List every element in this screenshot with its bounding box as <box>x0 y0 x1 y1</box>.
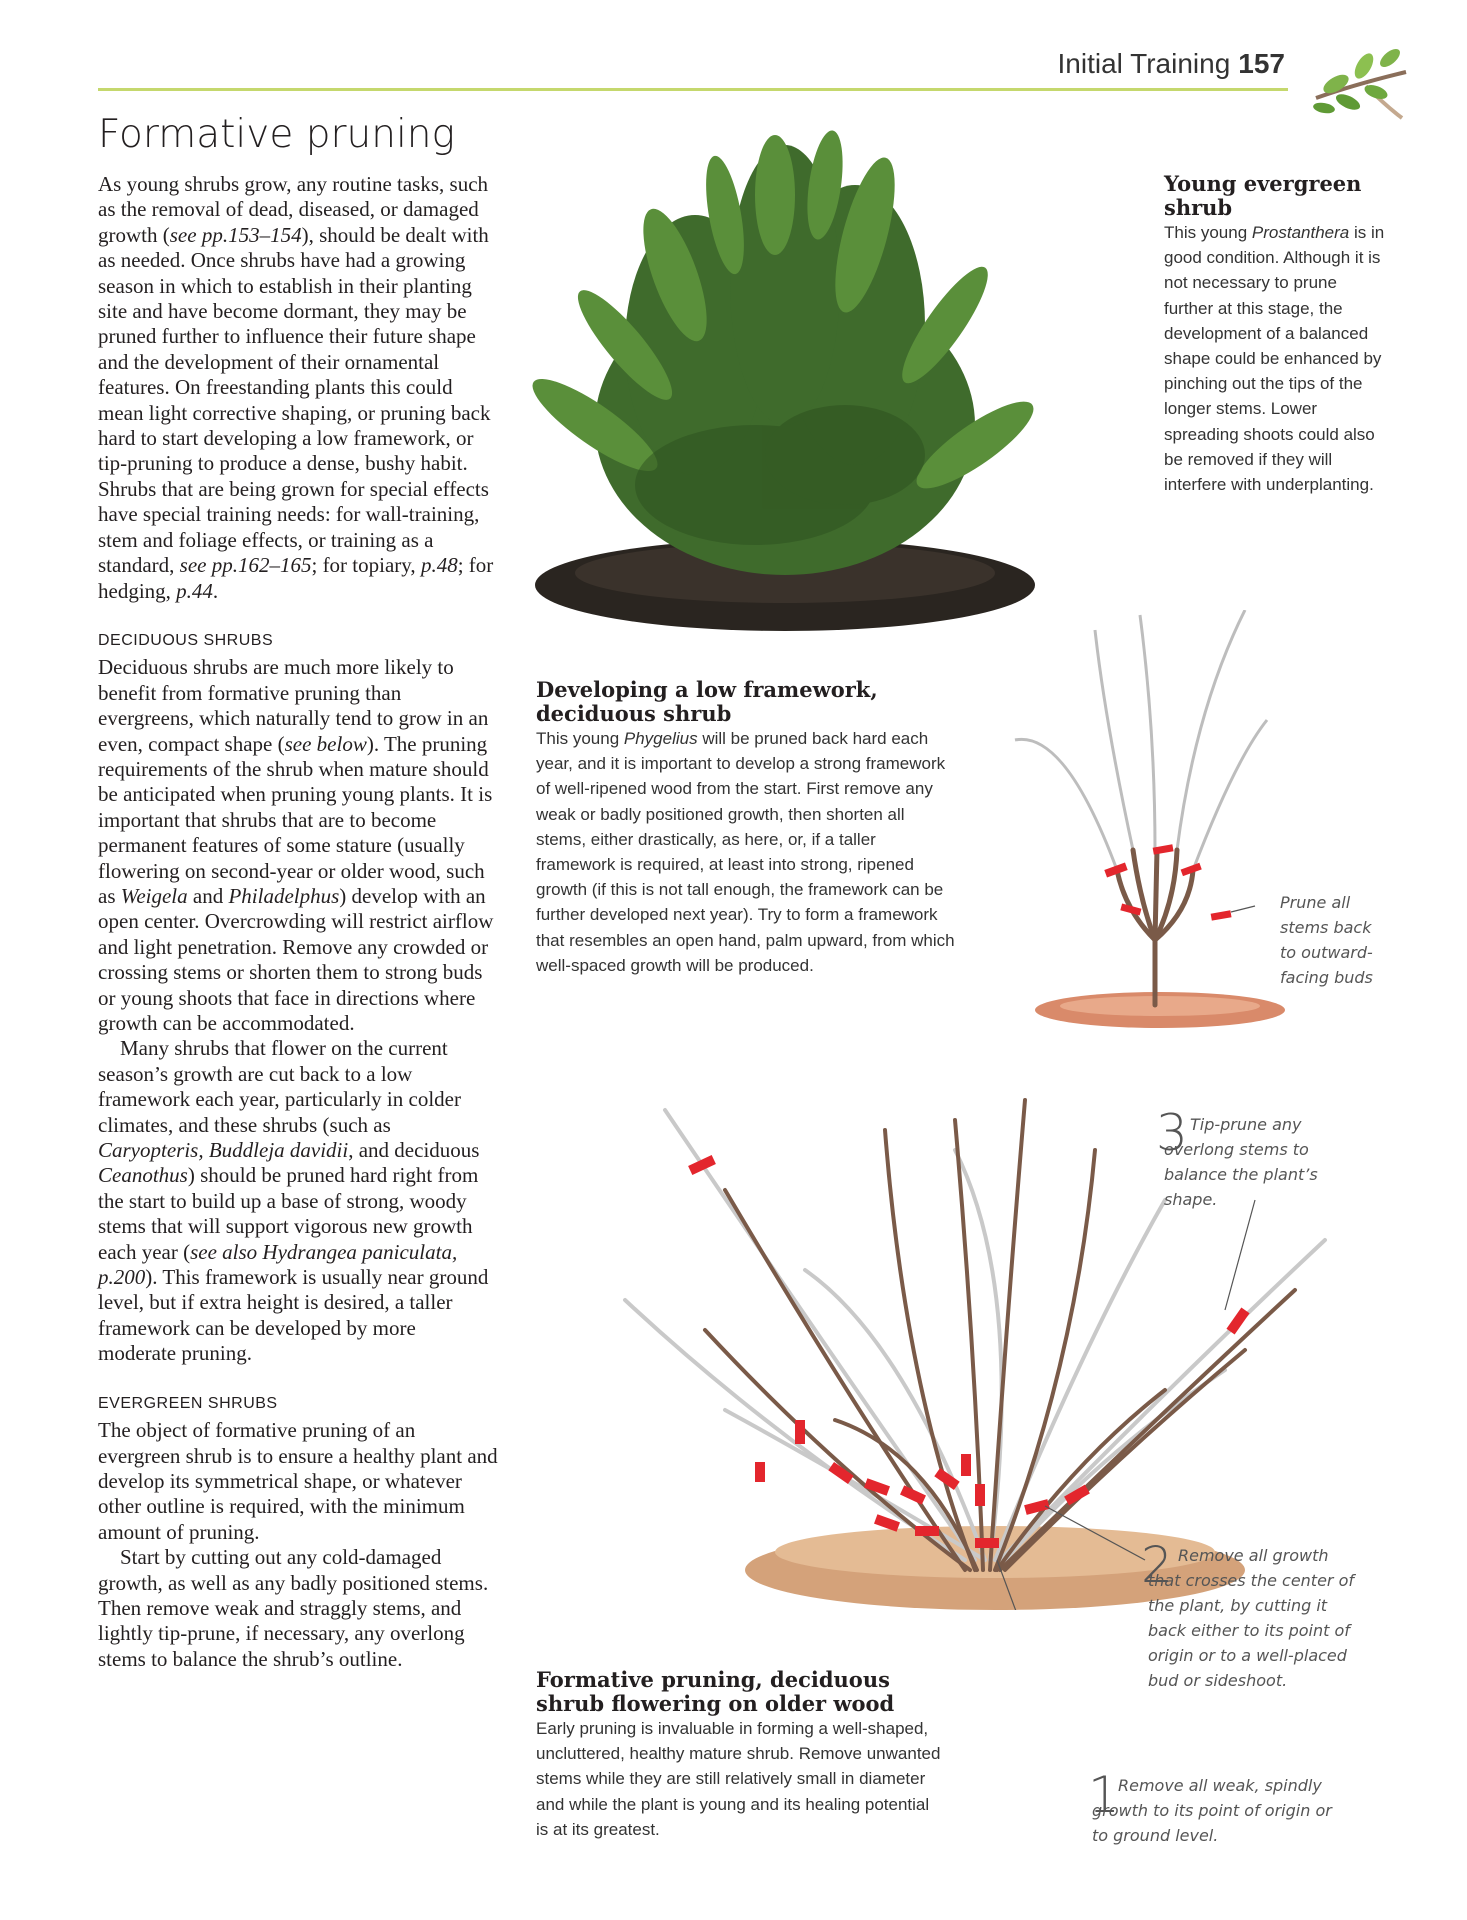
caption-young-evergreen <box>1164 172 1389 497</box>
caption-older-wood <box>536 1668 946 1842</box>
main-text-column <box>98 172 498 1672</box>
running-header <box>1058 48 1285 80</box>
step-3-text: Tip-prune any overlong stems to balance the plant’s shape. <box>1164 1115 1318 1209</box>
deciduous-paragraph-1: Deciduous shrubs are much more likely to benefit from formative pruning than evergreens, which naturally tend to grow in an even, compact shape (see below). The pruning requirements of the shrub when mature should be anticipated when pruning young plants. It is important that shrubs that are to become permanent features of some stature (usually flowering on second-year or older wood, such as Weigela and Philadelphus) develop with an open center. Overcrowding will restrict airflow and light penetration. Remove any crowded or crossing stems or shorten them to strong buds or young shoots that face in directions where growth can be accommodated. <box>98 655 494 1035</box>
caption-title: Developing a low framework, deciduous shrub <box>536 677 878 726</box>
step-2-text: Remove all growth that crosses the center of the plant, by cutting it back either to its point of origin or to a well-placed bud or sideshoot. <box>1148 1546 1355 1690</box>
caption-body: This young Phygelius will be pruned back hard each year, and it is important to develop a strong framework of well-ripened wood from the start. First remove any weak or badly positioned growth, then shorten all stems, either drastically, as here, or, if a taller framework is required, at least into strong, ripened growth (if this is not tall enough, the framework can be further developed next year). Try to form a framework that resembles an open hand, palm upward, from which well-spaced growth will be produced. <box>536 729 955 975</box>
deciduous-heading: DECIDUOUS SHRUBS <box>98 631 274 649</box>
page-number: 157 <box>1238 48 1285 79</box>
caption-body: This young Prostanthera is in good condition. Although it is not necessary to prune further at this stage, the development of a balanced shape could be enhanced by pinching out the tips of the longer stems. Lower spreading shoots could also be removed if they will interfere with underplanting. <box>1164 223 1385 495</box>
step-3-number: 3 <box>1156 1104 1188 1162</box>
caption-low-framework <box>536 678 956 978</box>
page-title: Formative pruning <box>98 112 455 157</box>
caption-body: Early pruning is invaluable in forming a well-shaped, uncluttered, healthy mature shrub. Remove unwanted stems while they are still relatively small in diameter and while the plant is young and its healing potential is at its greatest. <box>536 1719 941 1839</box>
evergreen-paragraph-2: Start by cutting out any cold-damaged growth, as well as any badly positioned stems. Then remove weak and straggly stems, and lightly tip-prune, if necessary, any overlong stems to balance the shrub’s outline. <box>98 1545 489 1671</box>
intro-paragraph: As young shrubs grow, any routine tasks, such as the removal of dead, diseased, or damaged growth (see pp.153–154), should be dealt with as needed. Once shrubs have had a growing season in which to establish in their planting site and have become dormant, they may be pruned further to influence their future shape and the development of their ornamental features. On freestanding plants this could mean light corrective shaping, or pruning back hard to start developing a low framework, or tip-pruning to produce a dense, bushy habit. Shrubs that are being grown for special effects have special training needs: for wall-training, stem and foliage effects, or training as a standard, see pp.162–165; for topiary, p.48; for hedging, p.44. <box>98 172 494 603</box>
evergreen-paragraph-1: The object of formative pruning of an evergreen shrub is to ensure a healthy plant and develop its symmetrical shape, or whatever other outline is required, with the minimum amount of pruning. <box>98 1418 498 1544</box>
evergreen-shrub-image <box>525 125 1045 635</box>
caption-title: Young evergreen shrub <box>1164 171 1362 220</box>
step-1-number: 1 <box>1088 1766 1120 1824</box>
note-prune-all-stems: Prune all stems back to outward-facing buds <box>1280 893 1373 987</box>
step-1-text: Remove all weak, spindly growth to its point of origin or to ground level. <box>1092 1776 1332 1845</box>
section-title: Initial Training <box>1057 48 1231 79</box>
evergreen-heading: EVERGREEN SHRUBS <box>98 1394 278 1412</box>
deciduous-paragraph-2: Many shrubs that flower on the current season’s growth are cut back to a low framework each year, particularly in colder climates, and these shrubs (such as Caryopteris, Buddleja davidii, and deciduous Ceanothus) should be pruned hard right from the start to build up a base of strong, woody stems that will support vigorous new growth each year (see also Hydrangea paniculata, p.200). This framework is usually near ground level, but if extra height is desired, a taller framework can be developed by more moderate pruning. <box>98 1036 489 1366</box>
caption-title: Formative pruning, deciduous shrub flowering on older wood <box>536 1667 895 1716</box>
step-2-number: 2 <box>1141 1536 1173 1594</box>
low-framework-illustration <box>1005 610 1285 1030</box>
leaf-branch-icon <box>1306 36 1418 126</box>
header-rule <box>98 88 1288 91</box>
